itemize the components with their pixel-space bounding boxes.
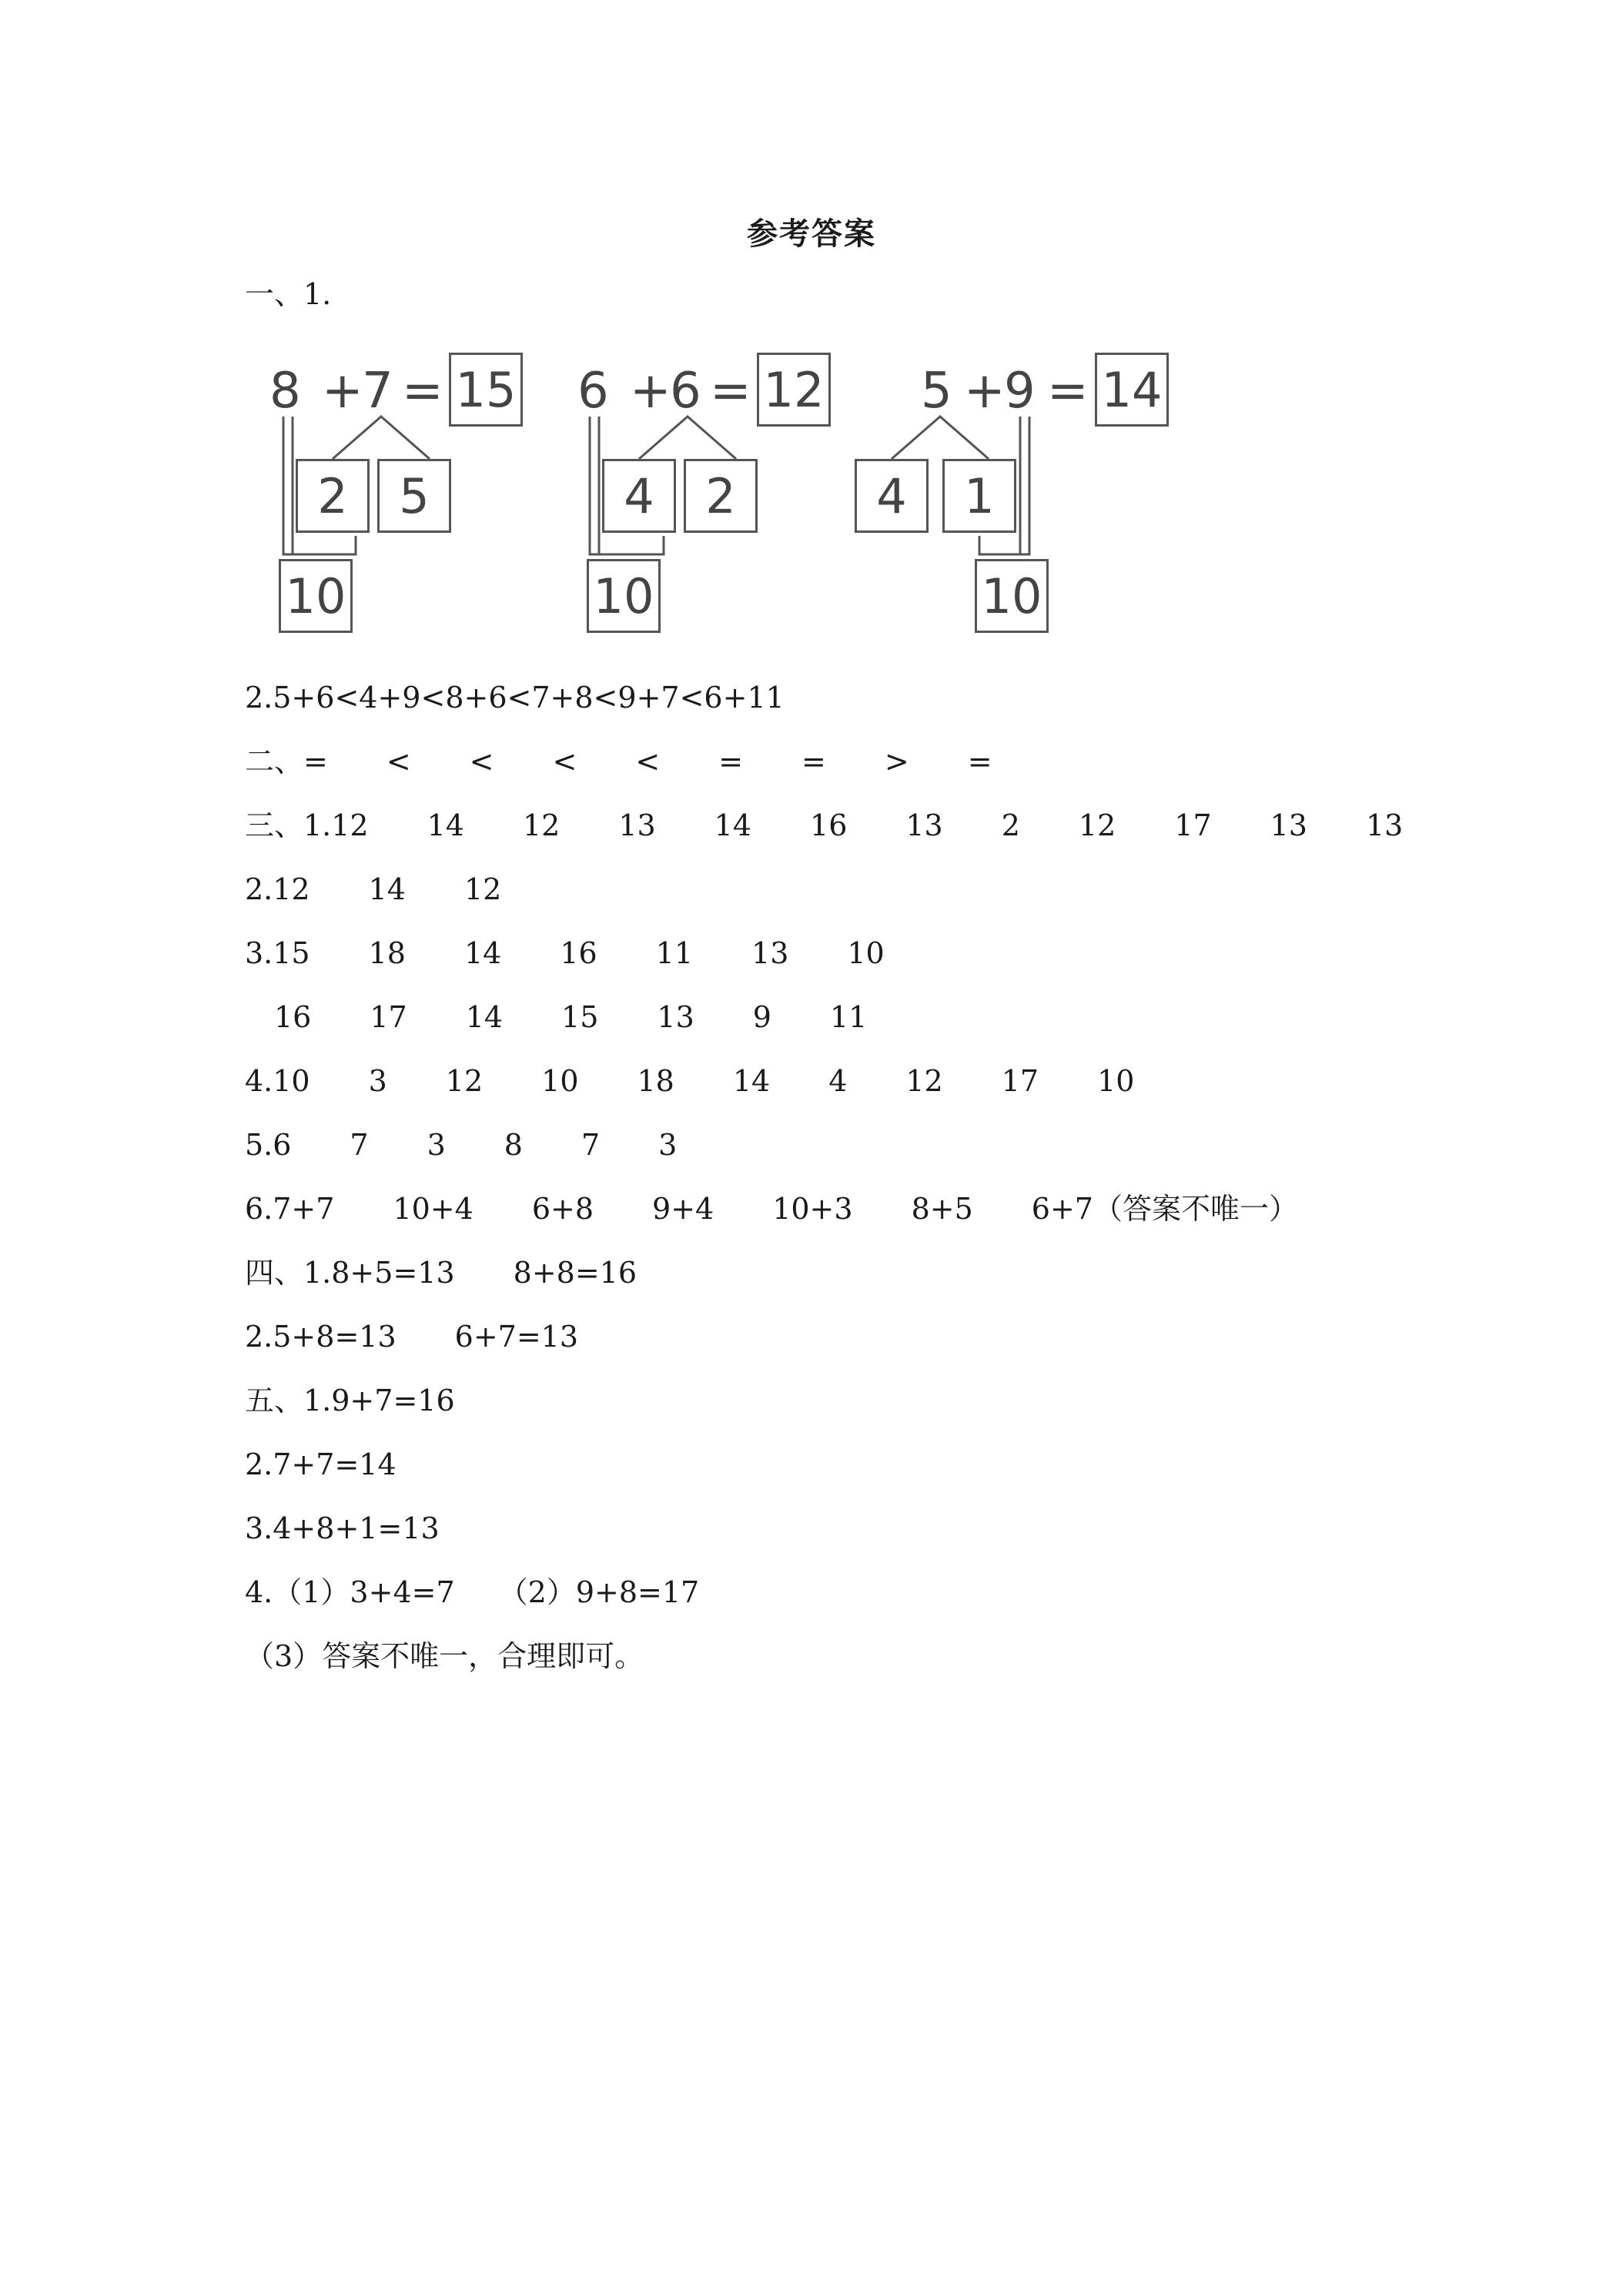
fig3-ten-box: 10 xyxy=(975,559,1049,633)
answer-line-5: 3.15 18 14 16 11 13 10 xyxy=(245,936,885,970)
fig2-plus: + xyxy=(630,363,671,420)
answer-line-11: 2.5+8=13 6+7=13 xyxy=(245,1320,579,1354)
fig1-result-box: 15 xyxy=(449,353,523,427)
fig3-addend-b: 9 xyxy=(1004,363,1036,420)
answer-line-16: （3）答案不唯一，合理即可。 xyxy=(245,1639,644,1673)
answer-line-3: 三、1.12 14 12 13 14 16 13 2 12 17 13 13 xyxy=(245,808,1404,842)
fig3-split-box-1: 4 xyxy=(855,459,929,533)
fig3-result-box: 14 xyxy=(1095,353,1169,427)
fig3-split-box-2: 1 xyxy=(942,459,1016,533)
answer-line-4: 2.12 14 12 xyxy=(245,872,502,906)
answer-line-8: 5.6 7 3 8 7 3 xyxy=(245,1128,678,1162)
fig1-split-box-1: 2 xyxy=(296,459,370,533)
fig2-split-branch xyxy=(639,417,736,459)
answer-line-9: 6.7+7 10+4 6+8 9+4 10+3 8+5 6+7（答案不唯一） xyxy=(245,1192,1298,1226)
page-title: 参考答案 xyxy=(747,216,876,252)
fig3-split-branch xyxy=(892,417,989,459)
decomposition-lines xyxy=(0,0,1623,693)
fig2-addend-b: 6 xyxy=(670,363,701,420)
fig1-split-box-2: 5 xyxy=(377,459,451,533)
fig1-ten-box: 10 xyxy=(279,559,353,633)
fig1-plus: + xyxy=(322,363,363,420)
fig3-equals: = xyxy=(1047,363,1089,420)
fig2-equals: = xyxy=(710,363,751,420)
fig2-addend-a: 6 xyxy=(577,363,609,420)
fig1-addend-b: 7 xyxy=(362,363,393,420)
answer-line-12: 五、1.9+7=16 xyxy=(245,1384,455,1417)
answer-line-6: 16 17 14 15 13 9 11 xyxy=(245,1000,868,1034)
answer-line-2: 二、= < < < < = = > = xyxy=(245,745,992,778)
fig2-split-box-1: 4 xyxy=(602,459,676,533)
fig2-ten-box: 10 xyxy=(587,559,661,633)
fig1-equals: = xyxy=(402,363,443,420)
fig2-split-box-2: 2 xyxy=(684,459,758,533)
answer-line-14: 3.4+8+1=13 xyxy=(245,1511,440,1545)
fig1-addend-a: 8 xyxy=(269,363,301,420)
answer-line-1: 2.5+6<4+9<8+6<7+8<9+7<6+11 xyxy=(245,681,785,715)
answer-line-15: 4.（1）3+4=7 （2）9+8=17 xyxy=(245,1575,700,1609)
fig1-split-branch xyxy=(333,417,430,459)
answer-line-10: 四、1.8+5=13 8+8=16 xyxy=(245,1256,637,1290)
answer-line-7: 4.10 3 12 10 18 14 4 12 17 10 xyxy=(245,1064,1135,1098)
fig3-plus: + xyxy=(964,363,1006,420)
section1-header: 一、1. xyxy=(245,277,332,311)
answer-line-13: 2.7+7=14 xyxy=(245,1448,397,1481)
fig2-result-box: 12 xyxy=(757,353,831,427)
fig3-addend-a: 5 xyxy=(921,363,952,420)
